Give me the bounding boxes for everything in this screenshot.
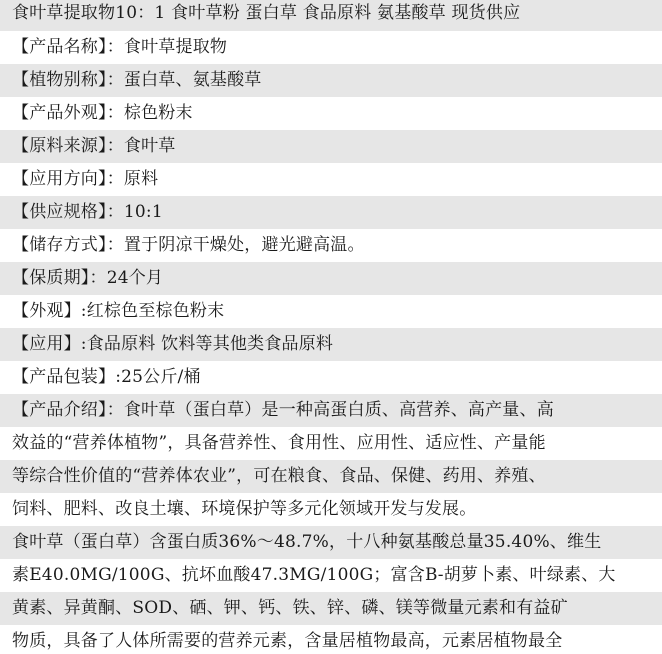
spec-application: 【应用】:食品原料 饮料等其他类食品原料 bbox=[0, 328, 662, 361]
composition-line-4: 物质，具备了人体所需要的营养元素，含量居植物最高，元素居植物最全 bbox=[0, 625, 662, 654]
spec-appearance: 【产品外观】：棕色粉末 bbox=[0, 97, 662, 130]
composition-line-1: 食叶草（蛋白草）含蛋白质36%～48.7%，十八种氨基酸总量35.40%、维生 bbox=[0, 526, 662, 559]
spec-shelf-life: 【保质期】：24个月 bbox=[0, 262, 662, 295]
spec-exterior: 【外观】:红棕色至棕色粉末 bbox=[0, 295, 662, 328]
spec-plant-alias: 【植物别称】：蛋白草、氨基酸草 bbox=[0, 64, 662, 97]
spec-application-direction: 【应用方向】：原料 bbox=[0, 163, 662, 196]
spec-product-name: 【产品名称】：食叶草提取物 bbox=[0, 31, 662, 64]
intro-line-1: 【产品介绍】：食叶草（蛋白草）是一种高蛋白质、高营养、高产量、高 bbox=[0, 394, 662, 427]
spec-source: 【原料来源】：食叶草 bbox=[0, 130, 662, 163]
spec-storage: 【储存方式】：置于阴凉干燥处，避光避高温。 bbox=[0, 229, 662, 262]
intro-line-4: 饲料、肥料、改良土壤、环境保护等多元化领域开发与发展。 bbox=[0, 493, 662, 526]
spec-packaging: 【产品包装】:25公斤/桶 bbox=[0, 361, 662, 394]
intro-line-2: 效益的“营养体植物”，具备营养性、食用性、应用性、适应性、产量能 bbox=[0, 427, 662, 460]
spec-specification: 【供应规格】：10:1 bbox=[0, 196, 662, 229]
composition-line-2: 素E40.0MG/100G、抗坏血酸47.3MG/100G；富含Β-胡萝卜素、叶绿素、大 bbox=[0, 559, 662, 592]
page-title: 食叶草提取物10：1 食叶草粉 蛋白草 食品原料 氨基酸草 现货供应 bbox=[0, 0, 662, 31]
composition-line-3: 黄素、异黄酮、SOD、硒、钾、钙、铁、锌、磷、镁等微量元素和有益矿 bbox=[0, 592, 662, 625]
intro-line-3: 等综合性价值的“营养体农业”，可在粮食、食品、保健、药用、养殖、 bbox=[0, 460, 662, 493]
